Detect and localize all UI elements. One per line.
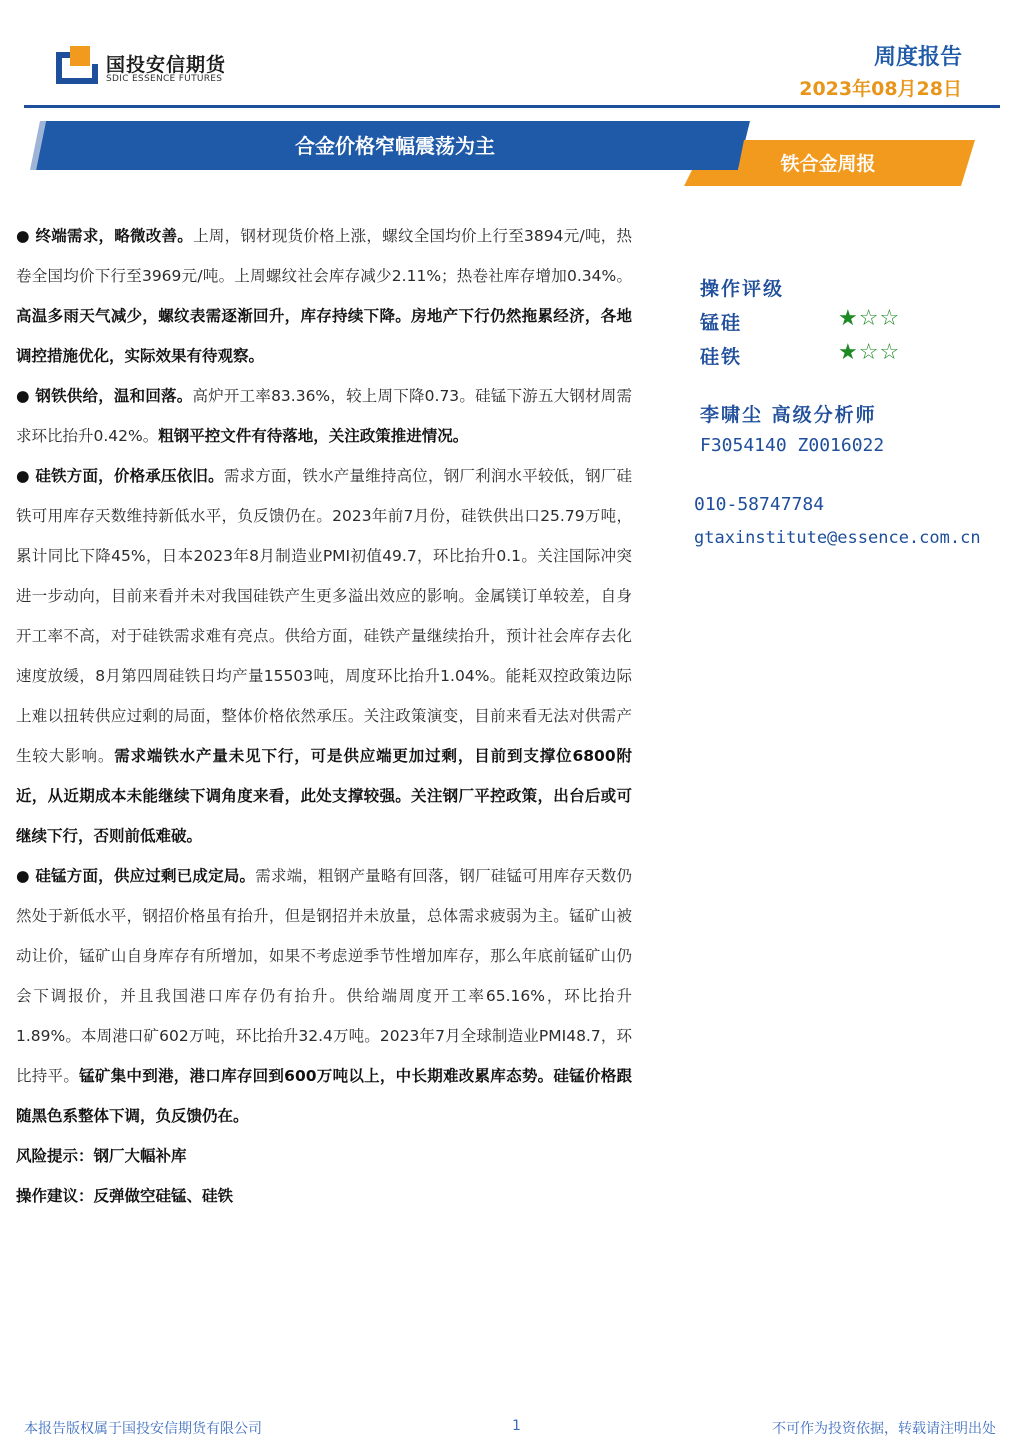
paragraph-lead: 终端需求，略微改善。 [35, 227, 194, 245]
paragraph-lead: 硅锰方面，供应过剩已成定局。 [35, 867, 256, 885]
paragraph-text: 上周，钢材现货价格上涨，螺纹全国均价上行至3894元/吨，热卷全国均价下行至3969元/吨。上周螺纹社会库存减少2.11%；热卷社库存增加0.34%。 [16, 227, 633, 285]
paragraph-text: 需求端，粗钢产量略有回落，钢厂硅锰可用库存天数仍然处于新低水平，钢招价格虽有抬升，但是钢招并未放量，总体需求疲弱为主。锰矿山被动让价，锰矿山自身库存有所增加，如果不考虑逆季节性增加库存，那么年底前锰矿山仍会下调报价，并且我国港口库存仍有抬升。供给端周度开工率65.16%，环比抬升1.89%。本周港口矿602万吨，环比抬升32.4万吨。2023年7月全球制造业PMI48.7，环比持平。 [16, 867, 632, 1085]
report-date: 2023年08月28日 [799, 78, 962, 100]
page-number: 1 [512, 1418, 521, 1434]
bullet-icon: ● [16, 467, 36, 485]
paragraph-emphasis: 粗钢平控文件有待落地，关注政策推进情况。 [158, 427, 469, 445]
risk-warning: 风险提示：钢厂大幅补库 [16, 1147, 187, 1165]
paragraph-silicomanganese [16, 856, 632, 1136]
footer-disclaimer: 不可作为投资依据，转载请注明出处 [772, 1421, 996, 1437]
report-body [16, 216, 632, 1216]
company-name-en: SDIC ESSENCE FUTURES [106, 74, 223, 84]
paragraph-lead: 钢铁供给，温和回落。 [35, 387, 193, 405]
star-rating-icon: ★☆☆ [838, 340, 901, 365]
bullet-icon: ● [16, 227, 36, 245]
company-logo [54, 44, 244, 88]
rating-name: 锰硅 [700, 312, 743, 334]
rating-title: 操作评级 [700, 278, 785, 300]
header-divider [24, 105, 1000, 108]
star-rating-icon: ★☆☆ [838, 306, 901, 331]
report-category-tag: 铁合金周报 [780, 153, 876, 175]
bullet-icon: ● [16, 387, 36, 405]
paragraph-emphasis: 锰矿集中到港，港口库存回到600万吨以上，中长期难改累库态势。硅锰价格跟随黑色系整体下调，负反馈仍在。 [16, 1067, 632, 1125]
operation-advice: 操作建议：反弹做空硅锰、硅铁 [16, 1187, 234, 1205]
rating-name: 硅铁 [700, 346, 743, 368]
report-title: 合金价格窄幅震荡为主 [295, 134, 495, 158]
paragraph-text: 高炉开工率83.36%，较上周下降0.73。硅锰下游五大钢材周需求环比抬升0.42%。 [16, 387, 633, 445]
paragraph-emphasis: 高温多雨天气减少，螺纹表需逐渐回升，库存持续下降。房地产下行仍然拖累经济，各地调控措施优化，实际效果有待观察。 [16, 307, 632, 365]
paragraph-text: 需求方面，铁水产量维持高位，钢厂利润水平较低，钢厂硅铁可用库存天数维持新低水平，负反馈仍在。2023年前7月份，硅铁供出口25.79万吨，累计同比下降45%，日本2023年8月制造业PMI初值49.7，环比抬升0.1。关注国际冲突进一步动向，目前来看并未对我国硅铁产生更多溢出效应的影响。金属镁订单较差，自身开工率不高，对于硅铁需求难有亮点。供给方面，硅铁产量继续抬升，预计社会库存去化速度放缓，8月第四周硅铁日均产量15503吨，周度环比抬升1.04%。能耗双控政策边际上难以扭转供应过剩的局面，整体价格依然承压。关注政策演变，目前来看无法对供需产生较大影响。 [16, 467, 632, 765]
company-name-cn: 国投安信期货 [106, 54, 227, 76]
paragraph-supply [16, 376, 632, 456]
analyst-name: 李啸尘 高级分析师 [700, 404, 877, 426]
bullet-icon: ● [16, 867, 36, 885]
report-type: 周度报告 [873, 45, 962, 70]
rating-row [700, 342, 920, 370]
analyst-certificate: F3054140 Z0016022 [700, 435, 885, 456]
footer-copyright: 本报告版权属于国投安信期货有限公司 [24, 1421, 262, 1437]
paragraph-demand [16, 216, 632, 376]
paragraph-emphasis: 需求端铁水产量未见下行，可是供应端更加过剩，目前到支撑位6800附近，从近期成本未能继续下调角度来看，此处支撑较强。关注钢厂平控政策，出台后或可继续下行，否则前低难破。 [16, 747, 632, 845]
contact-email[interactable]: gtaxinstitute@essence.com.cn [694, 528, 981, 548]
rating-row [700, 308, 920, 336]
contact-phone: 010-58747784 [694, 494, 825, 515]
paragraph-ferrosilicon [16, 456, 632, 856]
logo-square-icon [54, 44, 98, 84]
paragraph-lead: 硅铁方面，价格承压依旧。 [35, 467, 224, 485]
